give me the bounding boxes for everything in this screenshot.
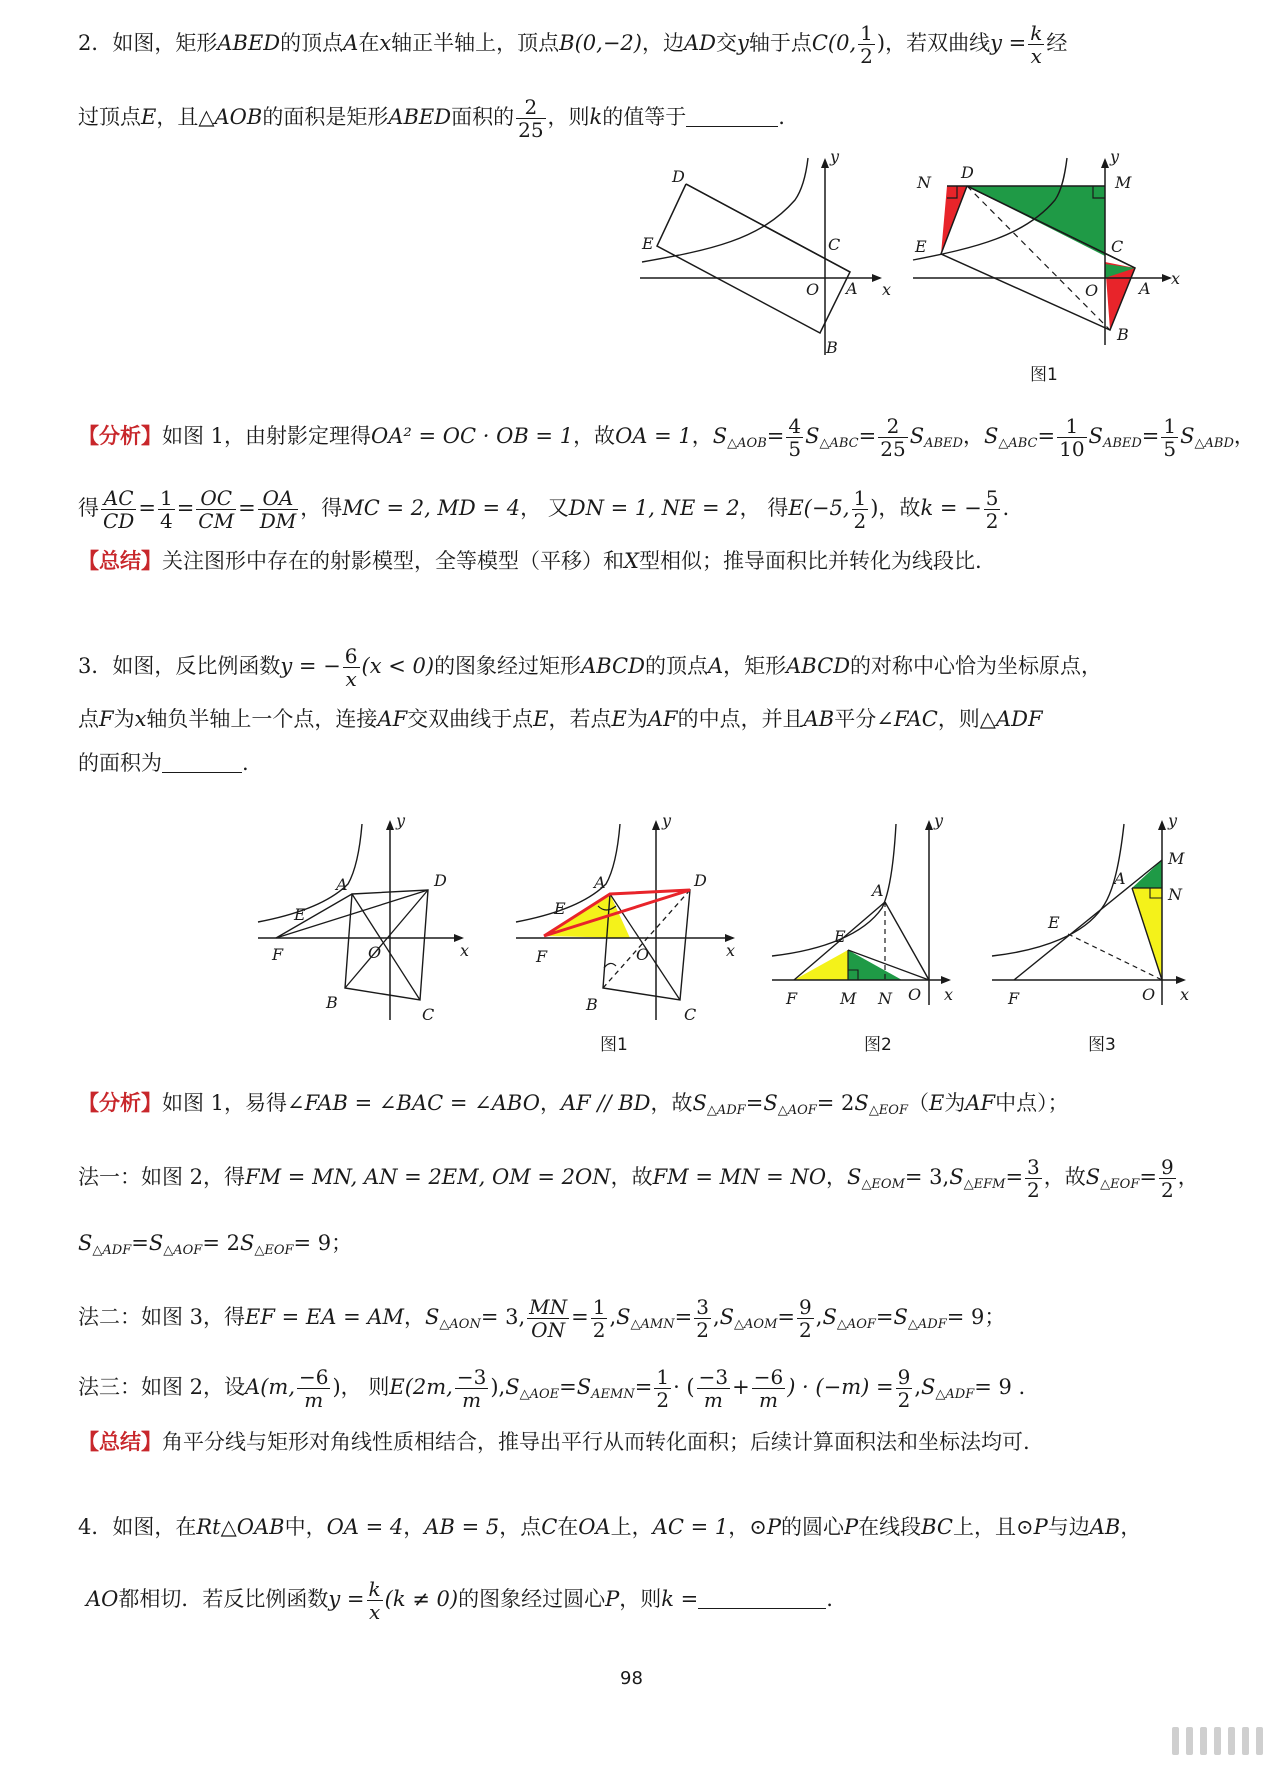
label-A: A bbox=[872, 881, 884, 900]
answer-blank bbox=[162, 772, 242, 773]
a3-method-1: 法一：如图 2，得FM = MN, AN = 2EM, OM = 2ON，故FM = MN = NO，$S_{\triangle EOM}= 3,S_{\triangle EFM}=$ $\frac{3}{2}$ ，故$S_{\triangle EOF}=$ $\frac{9}{2}$ ， bbox=[78, 1155, 1199, 1202]
fraction: $\frac{-6}{m}$ bbox=[299, 1365, 329, 1412]
label-B: B bbox=[826, 338, 838, 357]
label-C: C bbox=[684, 1005, 697, 1024]
label-y: y bbox=[662, 811, 672, 830]
p3-line-1: 3．如图，反比例函数y = − $\frac{6}{x}$ (x < 0)的图象经过矩形ABCD的顶点A，矩形ABCD的对称中心恰为坐标原点， bbox=[78, 644, 1103, 691]
label-y: y bbox=[1168, 811, 1178, 830]
label-E: E bbox=[834, 927, 846, 946]
fraction: $\frac{1}{2}$ bbox=[853, 486, 867, 533]
label-B: B bbox=[586, 995, 598, 1014]
hyperbola bbox=[642, 158, 808, 262]
p2-figure-left bbox=[630, 150, 910, 360]
fraction: $\frac{MN}{ON}$ bbox=[529, 1295, 568, 1342]
label-O: O bbox=[806, 280, 820, 299]
label-x: x bbox=[882, 280, 892, 299]
fraction: $\frac{1}{2}$ bbox=[656, 1365, 670, 1412]
rectangle-abed bbox=[657, 184, 850, 333]
label-y: y bbox=[934, 811, 944, 830]
a3-method-2: 法二：如图 3，得EF = EA = AM，$S_{\triangle AON}= 3$, $\frac{MN}{ON}$ = $\frac{1}{2}$ $,S_{\triangle AMN}=$ $\frac{3}{2}$ $,S_{\triangle AOM}=$ $\frac{9}{2}$ $,S_{\triangle AOF}=S_{\triangle ADF}= 9$； bbox=[78, 1295, 1006, 1342]
label-A: A bbox=[846, 279, 858, 298]
fraction: $\frac{1}{10}$ bbox=[1059, 414, 1085, 461]
label-O: O bbox=[908, 985, 922, 1004]
label-E: E bbox=[642, 234, 654, 253]
label-D: D bbox=[694, 871, 707, 890]
a3-method-1-cont: $S_{\triangle ADF}=S_{\triangle AOF}= 2S_{\triangle EOF}= 9$； bbox=[78, 1231, 353, 1258]
fraction: $\frac{1}{2}$ bbox=[860, 21, 873, 68]
label-N: N bbox=[878, 989, 892, 1008]
answer-blank bbox=[698, 1608, 826, 1609]
label-y: y bbox=[396, 811, 406, 830]
label-M: M bbox=[840, 989, 857, 1008]
label-A: A bbox=[1114, 869, 1126, 888]
label-E: E bbox=[554, 899, 566, 918]
fraction: $\frac{2}{25}$ bbox=[880, 414, 906, 461]
a3-method-3: 法三：如图 2，设A(m, $\frac{-6}{m}$ )， 则E(2m, $\frac{-3}{m}$ )$,S_{\triangle AOE}=S_{AEMN}=$ $\frac{1}{2}$ · ( $\frac{-3}{m}$ + $\frac{-6}{m}$ ) · (−m) = $\frac{9}{2}$ $,S_{\triangle ADF}= 9$ . bbox=[78, 1365, 1026, 1412]
fraction: $\frac{-3}{m}$ bbox=[456, 1365, 487, 1412]
label-E: E bbox=[915, 237, 927, 256]
label-F: F bbox=[272, 945, 284, 964]
p4-line-1: 4．如图，在Rt△OAB中，OA = 4，AB = 5，点C在OA上，AC = 1，⊙P的圆心P在线段BC上，且⊙P与边AB， bbox=[78, 1515, 1142, 1539]
fraction: $\frac{1}{4}$ bbox=[159, 486, 173, 533]
p3-figure-caption-3: 图3 bbox=[1088, 1035, 1116, 1055]
label-E: E bbox=[1048, 913, 1060, 932]
y-arrow bbox=[821, 158, 829, 168]
decorative-bars bbox=[1172, 1727, 1268, 1763]
fraction: $\frac{k}{x}$ bbox=[1030, 21, 1043, 68]
p2-line-1: 2．如图，矩形ABED的顶点A在x轴正半轴上，顶点B(0,−2)，边AD交y轴于点C(0, $\frac{1}{2}$ )，若双曲线y = $\frac{k}{x}$ 经 bbox=[78, 21, 1068, 68]
label-C: C bbox=[1111, 237, 1124, 256]
label-N: N bbox=[1168, 885, 1182, 904]
label-M: M bbox=[1168, 849, 1185, 868]
fraction: $\frac{9}{2}$ bbox=[897, 1365, 911, 1412]
label-A: A bbox=[1139, 279, 1151, 298]
fraction: $\frac{2}{25}$ bbox=[518, 95, 544, 142]
label-E: E bbox=[294, 905, 306, 924]
label-x: x bbox=[460, 941, 470, 960]
fraction: $\frac{6}{x}$ bbox=[344, 644, 358, 691]
p3-line-3: 的面积为 . bbox=[78, 751, 249, 775]
label-x: x bbox=[1180, 985, 1190, 1004]
label-x: x bbox=[1171, 269, 1181, 288]
p3-figure-b bbox=[508, 810, 748, 1040]
label-C: C bbox=[828, 235, 841, 254]
p3-figure-d bbox=[984, 810, 1204, 1010]
p2-figure-caption: 图1 bbox=[1030, 365, 1058, 385]
y-arrow bbox=[1101, 158, 1109, 168]
label-A: A bbox=[594, 873, 606, 892]
label-F: F bbox=[1008, 989, 1020, 1008]
fraction: $\frac{-6}{m}$ bbox=[753, 1365, 784, 1412]
p3-line-2: 点F为x轴负半轴上一个点，连接AF交双曲线于点E，若点E为AF的中点，并且AB平分∠FAC，则△ADF bbox=[78, 707, 1043, 731]
label-O: O bbox=[1085, 281, 1099, 300]
p2-figure-right bbox=[905, 150, 1195, 350]
a3-line-1: 【分析】如图 1，易得∠FAB = ∠BAC = ∠ABO，AF // BD，故$S_{\triangle ADF}=S_{\triangle AOF}= 2S_{\triangle EOF}(E$为AF中点）； bbox=[78, 1091, 1069, 1118]
label-B: B bbox=[1117, 325, 1129, 344]
fraction: $\frac{1}{2}$ bbox=[592, 1295, 606, 1342]
page-number: 98 bbox=[620, 1668, 643, 1689]
label-y: y bbox=[1110, 150, 1120, 166]
fraction: $\frac{k}{x}$ bbox=[368, 1577, 381, 1624]
label-x: x bbox=[726, 941, 736, 960]
p4-line-2: AO都相切．若反比例函数y = $\frac{k}{x}$ (k ≠ 0)的图象经过圆心P，则k = . bbox=[86, 1577, 833, 1624]
label-D: D bbox=[434, 871, 447, 890]
fraction: $\frac{3}{2}$ bbox=[696, 1295, 709, 1342]
p3-figure-a bbox=[250, 810, 480, 1030]
p3-figure-caption-1: 图1 bbox=[600, 1035, 628, 1055]
label-F: F bbox=[536, 947, 548, 966]
label-O: O bbox=[368, 943, 382, 962]
fraction: $\frac{1}{5}$ bbox=[1163, 414, 1177, 461]
fraction: $\frac{-3}{m}$ bbox=[698, 1365, 729, 1412]
a3-summary: 【总结】角平分线与矩形对角线性质相结合，推导出平行从而转化面积；后续计算面积法和坐标法均可. bbox=[78, 1430, 1030, 1454]
label-C: C bbox=[422, 1005, 435, 1024]
label-D: D bbox=[672, 167, 685, 186]
p3-figure-caption-2: 图2 bbox=[864, 1035, 892, 1055]
label-F: F bbox=[786, 989, 798, 1008]
label-B: B bbox=[326, 993, 338, 1012]
p3-figure-c bbox=[764, 810, 984, 1010]
label-x: x bbox=[944, 985, 954, 1004]
fraction: $\frac{5}{2}$ bbox=[985, 486, 999, 533]
a2-line-2: 得 $\frac{AC}{CD}$ = $\frac{1}{4}$ = $\frac{OC}{CM}$ = $\frac{OA}{DM}$ ，得MC = 2, MD = 4， 又DN = 1, NE = 2， 得E(−5, $\frac{1}{2}$ )，故k = − $\frac{5}{2}$ . bbox=[78, 486, 1010, 533]
fraction: $\frac{OC}{CM}$ bbox=[198, 486, 235, 533]
fraction: $\frac{4}{5}$ bbox=[788, 414, 802, 461]
label-O: O bbox=[636, 945, 650, 964]
label-y: y bbox=[830, 150, 840, 166]
label-N: N bbox=[917, 173, 931, 192]
fraction: $\frac{9}{2}$ bbox=[1160, 1155, 1174, 1202]
a2-summary: 【总结】关注图形中存在的射影模型，全等模型（平移）和X型相似；推导面积比并转化为线段比. bbox=[78, 549, 982, 573]
fraction: $\frac{AC}{CD}$ bbox=[103, 486, 135, 533]
a2-line-1: 【分析】如图 1，由射影定理得OA² = OC · OB = 1，故OA = 1，$S_{\triangle AOB}=$ $\frac{4}{5}$ $S_{\triangle ABC}=$ $\frac{2}{25}$ $S_{ABED}$，$S_{\triangle ABC}=$ $\frac{1}{10}$ $S_{ABED}=$ $\frac{1}{5}$ $S_{\triangle ABD}$， bbox=[78, 414, 1255, 461]
fraction: $\frac{3}{2}$ bbox=[1027, 1155, 1040, 1202]
label-M: M bbox=[1115, 173, 1132, 192]
label-A: A bbox=[336, 875, 348, 894]
answer-blank bbox=[686, 126, 778, 127]
label-O: O bbox=[1142, 985, 1156, 1004]
label-D: D bbox=[961, 163, 974, 182]
fraction: $\frac{9}{2}$ bbox=[799, 1295, 812, 1342]
p2-line-2: 过顶点E，且△AOB的面积是矩形ABED面积的 $\frac{2}{25}$ ，则k的值等于 . bbox=[78, 95, 785, 142]
fraction: $\frac{OA}{DM}$ bbox=[259, 486, 297, 533]
x-arrow bbox=[872, 274, 882, 282]
